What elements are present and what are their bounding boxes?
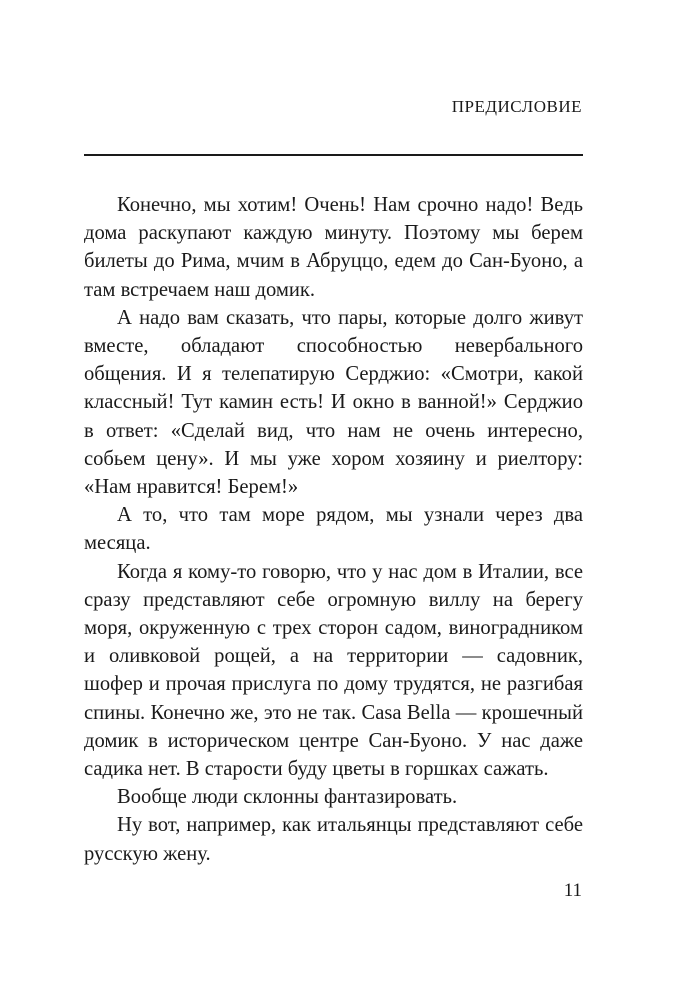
page-number: 11 (563, 880, 582, 901)
paragraph: Вообще люди склонны фантазировать. (117, 786, 458, 809)
header-rule (84, 154, 583, 156)
paragraph: А то, что там море рядом, мы узнали через два месяца. (84, 504, 583, 555)
paragraph: Конечно, мы хотим! Очень! Нам срочно надо! Ведь дома раскупают каждую минуту. Поэтому мы берем билеты до Рима, мчим в Абруццо, едем до Сан-Буоно, а там встречаем наш домик. (84, 194, 583, 301)
paragraph: Когда я кому-то говорю, что у нас дом в Италии, все сразу представляют себе огромную виллу на берегу моря, окруженную с трех сторон садом, виноградником и оливковой рощей, а на территории — садовник, шофер и прочая прислуга по дому трудятся, не разгибая спины. Конечно же, это не так. Casa Bella — крошечный домик в историческом центре Сан-Буоно. У нас даже садика нет. В старости буду цветы в горшках сажать. (84, 560, 583, 781)
running-head: ПРЕДИСЛОВИЕ (451, 97, 582, 116)
body-text (84, 191, 583, 868)
paragraph: А надо вам сказать, что пары, которые долго живут вместе, обладают способностью невербального общения. И я телепатирую Серджио: «Смотри, какой классный! Тут камин есть! И окно в ванной!» Серджио в ответ: «Сделай вид, что нам не очень интересно, собьем цену». И мы уже хором хозяину и риелтору: «Нам нравится! Берем!» (84, 306, 583, 499)
paragraph: Ну вот, например, как итальянцы представляют себе русскую жену. (84, 814, 583, 865)
